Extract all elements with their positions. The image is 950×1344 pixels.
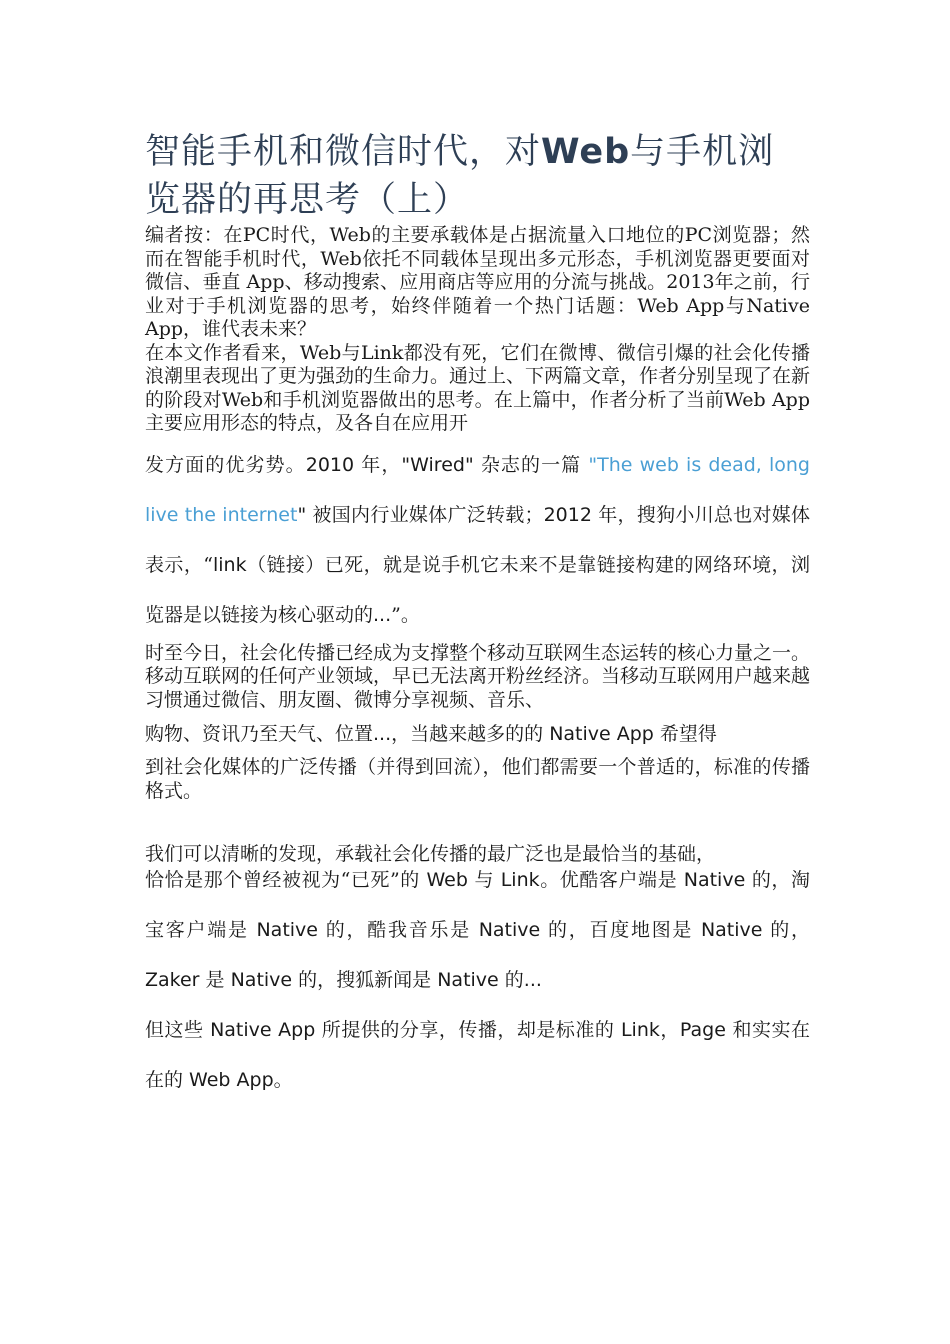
article-title [145, 128, 810, 224]
native-paragraph [145, 843, 810, 1105]
native-paragraph-body: 恰恰是那个曾经被视为“已死”的 Web 与 Link。优酷客户端是 Native 的，淘宝客户端是 Native 的，酷我音乐是 Native 的，百度地图是 Native 的，Zaker 是 Native 的，搜狐新闻是 Native 的... 但这些 Native App 所提供的分享，传播，却是标准的 Link，Page 和实实在在的 Web App。 [145, 868, 810, 1091]
title-part1: 智能手机和微信时代，对 [145, 132, 542, 172]
social-paragraph [145, 642, 810, 804]
native-paragraph-lead: 我们可以清晰的发现，承载社会化传播的最广泛也是最恰当的基础， [145, 843, 716, 865]
social-paragraph-wide-line: 购物、资讯乃至天气、位置...，当越来越多的的 Native App 希望得 [145, 723, 717, 745]
social-paragraph-lead: 时至今日，社会化传播已经成为支撑整个移动互联网生态运转的核心力量之一。移动互联网的任何产业领域，早已无法离开粉丝经济。当移动互联网用户越来越习惯通过微信、朋友圈、微博分享视频、音乐、 [145, 641, 811, 711]
title-part2: 与手机浏览器的再思考（上） [145, 132, 775, 220]
wired-article-link[interactable]: The web is dead, long live the internet [145, 453, 810, 526]
title-latin: Web [541, 132, 631, 172]
editor-note-paragraph: 编者按：在PC时代，Web的主要承载体是占据流量入口地位的PC浏览器；然而在智能手机时代，Web依托不同载体呈现出多元形态，手机浏览器更要面对微信、垂直 App、移动搜索、应用商店等应用的分流与挑战。2013年之前，行业对于手机浏览器的思考，始终伴随着一个热门话题：Web App与Native App，谁代表未来？ [145, 224, 810, 340]
social-paragraph-tail: 到社会化媒体的广泛传播（并得到回流），他们都需要一个普适的，标准的传播格式。 [145, 756, 810, 802]
document-page [145, 128, 810, 1105]
paragraph-spacer [145, 803, 810, 821]
wired-paragraph: 发方面的优劣势。2010 年，"Wired" 杂志的一篇 "The web is dead, long live the internet" 被国内行业媒体广泛转载；2012 年，搜狗小川总也对媒体表示，“link（链接）已死，就是说手机它未来不是靠链接构建的网络环境，浏览器是以链接为核心驱动的...”。 [145, 453, 811, 626]
author-view-paragraph: 在本文作者看来，Web与Link都没有死，它们在微博、微信引爆的社会化传播浪潮里表现出了更为强劲的生命力。通过上、下两篇文章，作者分别呈现了在新的阶段对Web和手机浏览器做出的思考。在上篇中，作者分析了当前Web App主要应用形态的特点，及各自在应用开 [145, 341, 811, 434]
